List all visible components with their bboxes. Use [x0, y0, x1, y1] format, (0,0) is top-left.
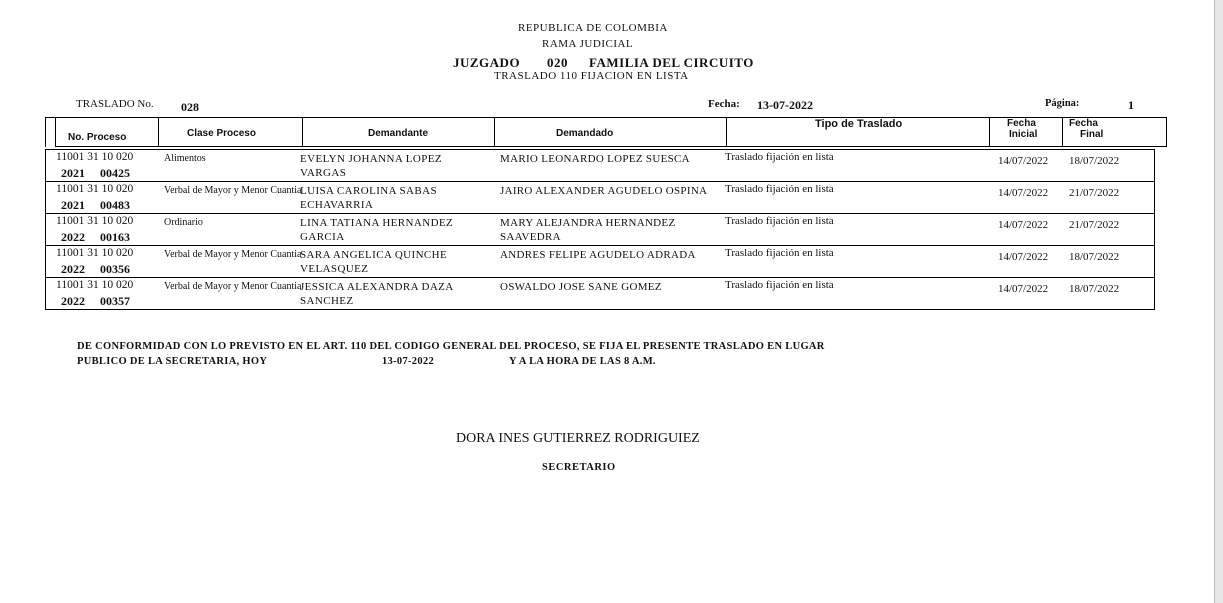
col-tipo-traslado: Tipo de Traslado — [815, 118, 903, 130]
pagina-label: Página: — [1045, 98, 1080, 109]
table-row — [45, 181, 1155, 214]
signer-role: SECRETARIO — [542, 462, 616, 473]
table-row — [45, 245, 1155, 278]
col-no-proceso: No. Proceso — [68, 132, 127, 143]
header-juzgado-label: JUZGADO — [453, 55, 521, 70]
publico-hora: Y A LA HORA DE LAS 8 A.M. — [509, 356, 656, 367]
fecha-inicial: 14/07/2022 — [998, 283, 1049, 295]
demandante: JESSICA ALEXANDRA DAZA SANCHEZ — [300, 281, 454, 307]
header-cell-margin — [45, 117, 55, 147]
fecha-final: 18/07/2022 — [1069, 283, 1120, 295]
fecha-inicial: 14/07/2022 — [998, 251, 1049, 263]
fecha-final: 21/07/2022 — [1069, 187, 1120, 199]
header-republica: REPUBLICA DE COLOMBIA — [518, 22, 668, 34]
traslado-number: 028 — [181, 100, 199, 114]
traslado-label: TRASLADO No. — [76, 98, 154, 110]
proceso-number: 2022 00356 — [61, 262, 130, 276]
header-rama: RAMA JUDICIAL — [542, 38, 634, 50]
demandante: EVELYN JOHANNA LOPEZ VARGAS — [300, 153, 442, 179]
proceso-number: 2022 00357 — [61, 294, 130, 308]
demandado: MARIO LEONARDO LOPEZ SUESCA — [500, 153, 690, 165]
col-clase-proceso: Clase Proceso — [187, 128, 256, 139]
header-juzgado-name: FAMILIA DEL CIRCUITO — [589, 55, 754, 70]
clase-proceso: Verbal de Mayor y Menor Cuantia — [164, 249, 302, 260]
fecha-value: 13-07-2022 — [757, 98, 813, 112]
demandado: OSWALDO JOSE SANE GOMEZ — [500, 281, 662, 293]
conformidad-text: DE CONFORMIDAD CON LO PREVISTO EN EL ART. 110 DEL CODIGO GENERAL DEL PROCESO, SE FIJA EL PRESENTE TRASLADO EN LUGAR — [77, 341, 825, 352]
proceso-prefix: 11001 31 10 020 — [56, 151, 134, 163]
clase-proceso: Ordinario — [164, 217, 203, 228]
demandante: LINA TATIANA HERNANDEZ GARCIA — [300, 217, 454, 243]
fecha-inicial: 14/07/2022 — [998, 155, 1049, 167]
col-fecha-final-2: Final — [1080, 129, 1104, 140]
tipo-traslado: Traslado fijación en lista — [725, 279, 834, 291]
clase-proceso: Verbal de Mayor y Menor Cuantia — [164, 185, 302, 196]
signer-name: DORA INES GUTIERREZ RODRIGUIEZ — [456, 431, 700, 446]
fecha-inicial: 14/07/2022 — [998, 187, 1049, 199]
tipo-traslado: Traslado fijación en lista — [725, 183, 834, 195]
col-fecha-inicial-1: Fecha — [1007, 118, 1036, 129]
col-fecha-final-1: Fecha — [1069, 118, 1098, 129]
publico-date: 13-07-2022 — [382, 356, 434, 367]
fecha-final: 21/07/2022 — [1069, 219, 1120, 231]
fecha-inicial: 14/07/2022 — [998, 219, 1049, 231]
demandante: SARA ANGELICA QUINCHE VELASQUEZ — [300, 249, 448, 275]
proceso-prefix: 11001 31 10 020 — [56, 279, 134, 291]
page-edge — [1214, 0, 1223, 603]
fecha-final: 18/07/2022 — [1069, 251, 1120, 263]
proceso-prefix: 11001 31 10 020 — [56, 215, 134, 227]
col-fecha-inicial-2: Inicial — [1009, 129, 1038, 140]
clase-proceso: Verbal de Mayor y Menor Cuantia — [164, 281, 302, 292]
proceso-number: 2021 00425 — [61, 166, 130, 180]
header-juzgado-num: 020 — [547, 55, 568, 70]
demandado: MARY ALEJANDRA HERNANDEZ SAAVEDRA — [500, 217, 676, 243]
col-demandante: Demandante — [368, 128, 429, 139]
proceso-prefix: 11001 31 10 020 — [56, 183, 134, 195]
demandante: LUISA CAROLINA SABAS ECHAVARRIA — [300, 185, 437, 211]
proceso-prefix: 11001 31 10 020 — [56, 247, 134, 259]
tipo-traslado: Traslado fijación en lista — [725, 247, 834, 259]
fecha-label: Fecha: — [708, 98, 740, 110]
publico-text: PUBLICO DE LA SECRETARIA, HOY — [77, 356, 268, 367]
table-row — [45, 213, 1155, 246]
demandado: ANDRES FELIPE AGUDELO ADRADA — [500, 249, 696, 261]
proceso-number: 2022 00163 — [61, 230, 130, 244]
clase-proceso: Alimentos — [164, 153, 206, 164]
pagina-value: 1 — [1128, 98, 1134, 112]
tipo-traslado: Traslado fijación en lista — [725, 151, 834, 163]
header-traslado-title: TRASLADO 110 FIJACION EN LISTA — [494, 70, 689, 82]
demandado: JAIRO ALEXANDER AGUDELO OSPINA — [500, 185, 708, 197]
fecha-final: 18/07/2022 — [1069, 155, 1120, 167]
proceso-number: 2021 00483 — [61, 198, 130, 212]
tipo-traslado: Traslado fijación en lista — [725, 215, 834, 227]
table-row — [45, 277, 1155, 310]
col-demandado: Demandado — [556, 128, 614, 139]
table-row — [45, 149, 1155, 182]
